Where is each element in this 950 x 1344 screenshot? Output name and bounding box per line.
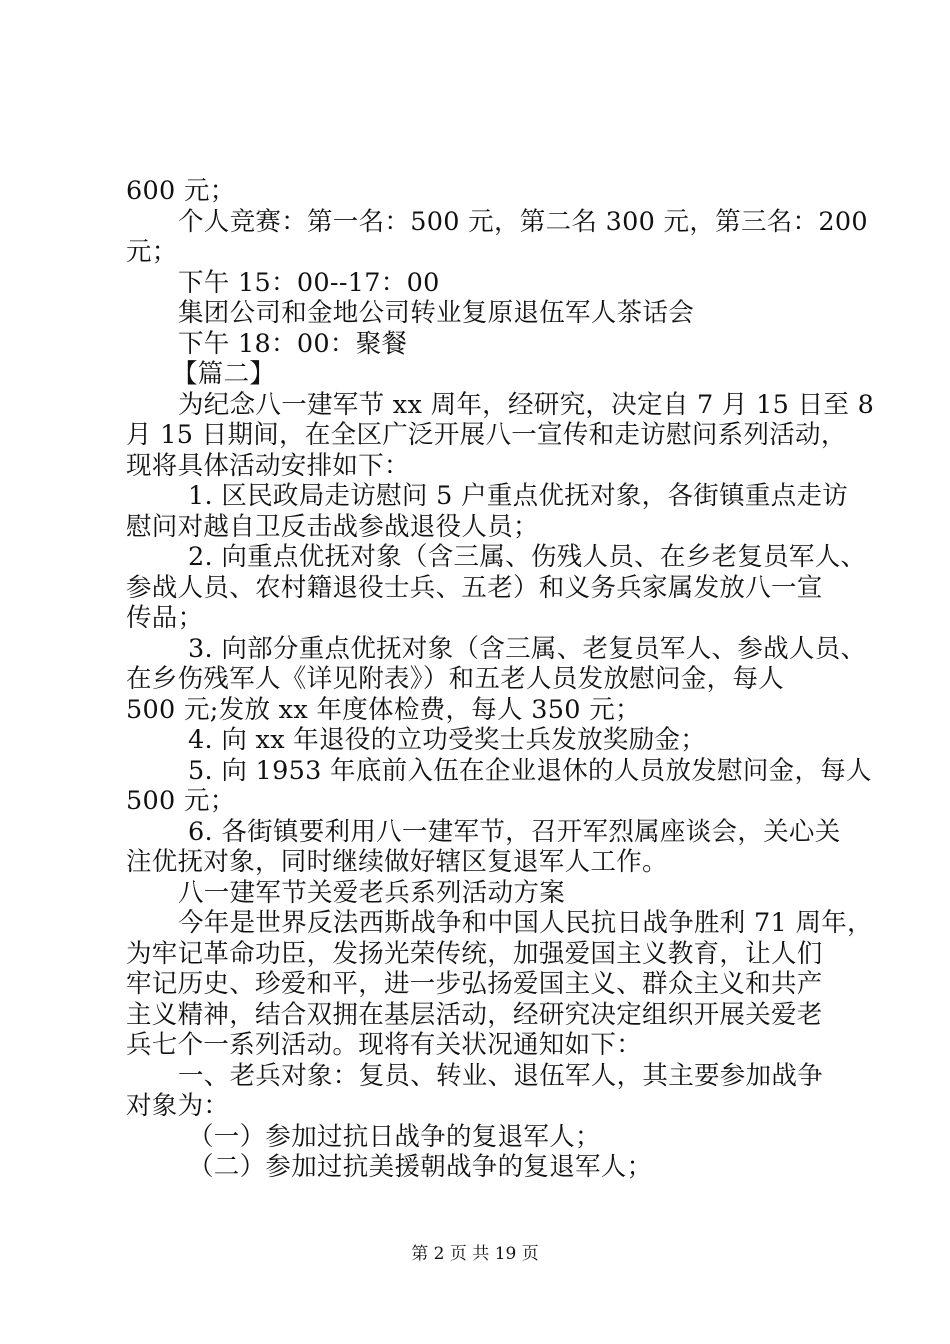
- text-line: 主义精神，结合双拥在基层活动，经研究决定组织开展关爱老: [126, 999, 823, 1030]
- text-line: 为牢记革命功臣，发扬光荣传统，加强爱国主义教育，让人们: [126, 938, 823, 969]
- text-line: 4. 向 xx 年退役的立功受奖士兵发放奖励金；: [188, 725, 707, 755]
- text-line: 3. 向部分重点优抚对象（含三属、老复员军人、参战人员、: [188, 633, 867, 664]
- text-line: 在乡伤残军人《详见附表》）和五老人员发放慰问金，每人: [126, 664, 785, 694]
- text-line: 1. 区民政局走访慰问 5 户重点优抚对象，各街镇重点走访: [188, 481, 849, 511]
- text-line: 兵七个一系列活动。现将有关状况通知如下：: [126, 1030, 643, 1060]
- text-line: 2. 向重点优抚对象（含三属、伤残人员、在乡老复员军人、: [188, 542, 867, 572]
- text-line: 下午 15：00--17：00: [178, 267, 440, 298]
- text-line: 6. 各街镇要利用八一建军节，召开军烈属座谈会，关心关: [188, 816, 841, 847]
- text-line: 牢记历史、珍爱和平，进一步弘扬爱国主义、群众主义和共产: [126, 969, 823, 999]
- text-line: 600 元；: [126, 176, 236, 206]
- text-line: （二）参加过抗美援朝战争的复退军人；: [188, 1152, 653, 1182]
- text-line: 元；: [126, 237, 178, 267]
- text-line: 5. 向 1953 年底前入伍在企业退休的人员放发慰问金，每人: [188, 755, 872, 786]
- section-heading: 【篇二】: [172, 359, 276, 389]
- text-line: 现将具体活动安排如下：: [126, 450, 410, 481]
- text-line: 500 元；: [126, 786, 236, 816]
- text-line: 对象为：: [126, 1091, 230, 1121]
- text-line: 500 元;发放 xx 年度体检费，每人 350 元；: [126, 694, 641, 725]
- text-line: 注优抚对象，同时继续做好辖区复退军人工作。: [126, 847, 668, 877]
- text-line: 为纪念八一建军节 xx 周年，经研究，决定自 7 月 15 日至 8: [178, 389, 875, 420]
- document-body: [126, 176, 875, 1183]
- text-line: 参战人员、农村籍退役士兵、五老）和义务兵家属发放八一宣: [126, 572, 823, 603]
- text-line: 传品；: [126, 603, 204, 633]
- text-line: 下午 18：00：聚餐: [178, 328, 408, 359]
- page-number-footer: 第 2 页 共 19 页: [411, 1244, 539, 1264]
- text-line: 一、老兵对象：复员、转业、退伍军人，其主要参加战争: [178, 1060, 824, 1091]
- text-line: 慰问对越自卫反击战参战退役人员；: [126, 511, 539, 542]
- text-line: （一）参加过抗日战争的复退军人；: [188, 1121, 601, 1152]
- text-line: 个人竞赛：第一名：500 元，第二名 300 元，第三名：200: [178, 206, 868, 237]
- text-line: 月 15 日期间，在全区广泛开展八一宣传和走访慰问系列活动，: [126, 420, 847, 450]
- text-line: 今年是世界反法西斯战争和中国人民抗日战争胜利 71 周年，: [178, 908, 873, 938]
- section-title: 八一建军节关爱老兵系列活动方案: [178, 877, 566, 908]
- text-line: 集团公司和金地公司转业复原退伍军人茶话会: [178, 298, 695, 328]
